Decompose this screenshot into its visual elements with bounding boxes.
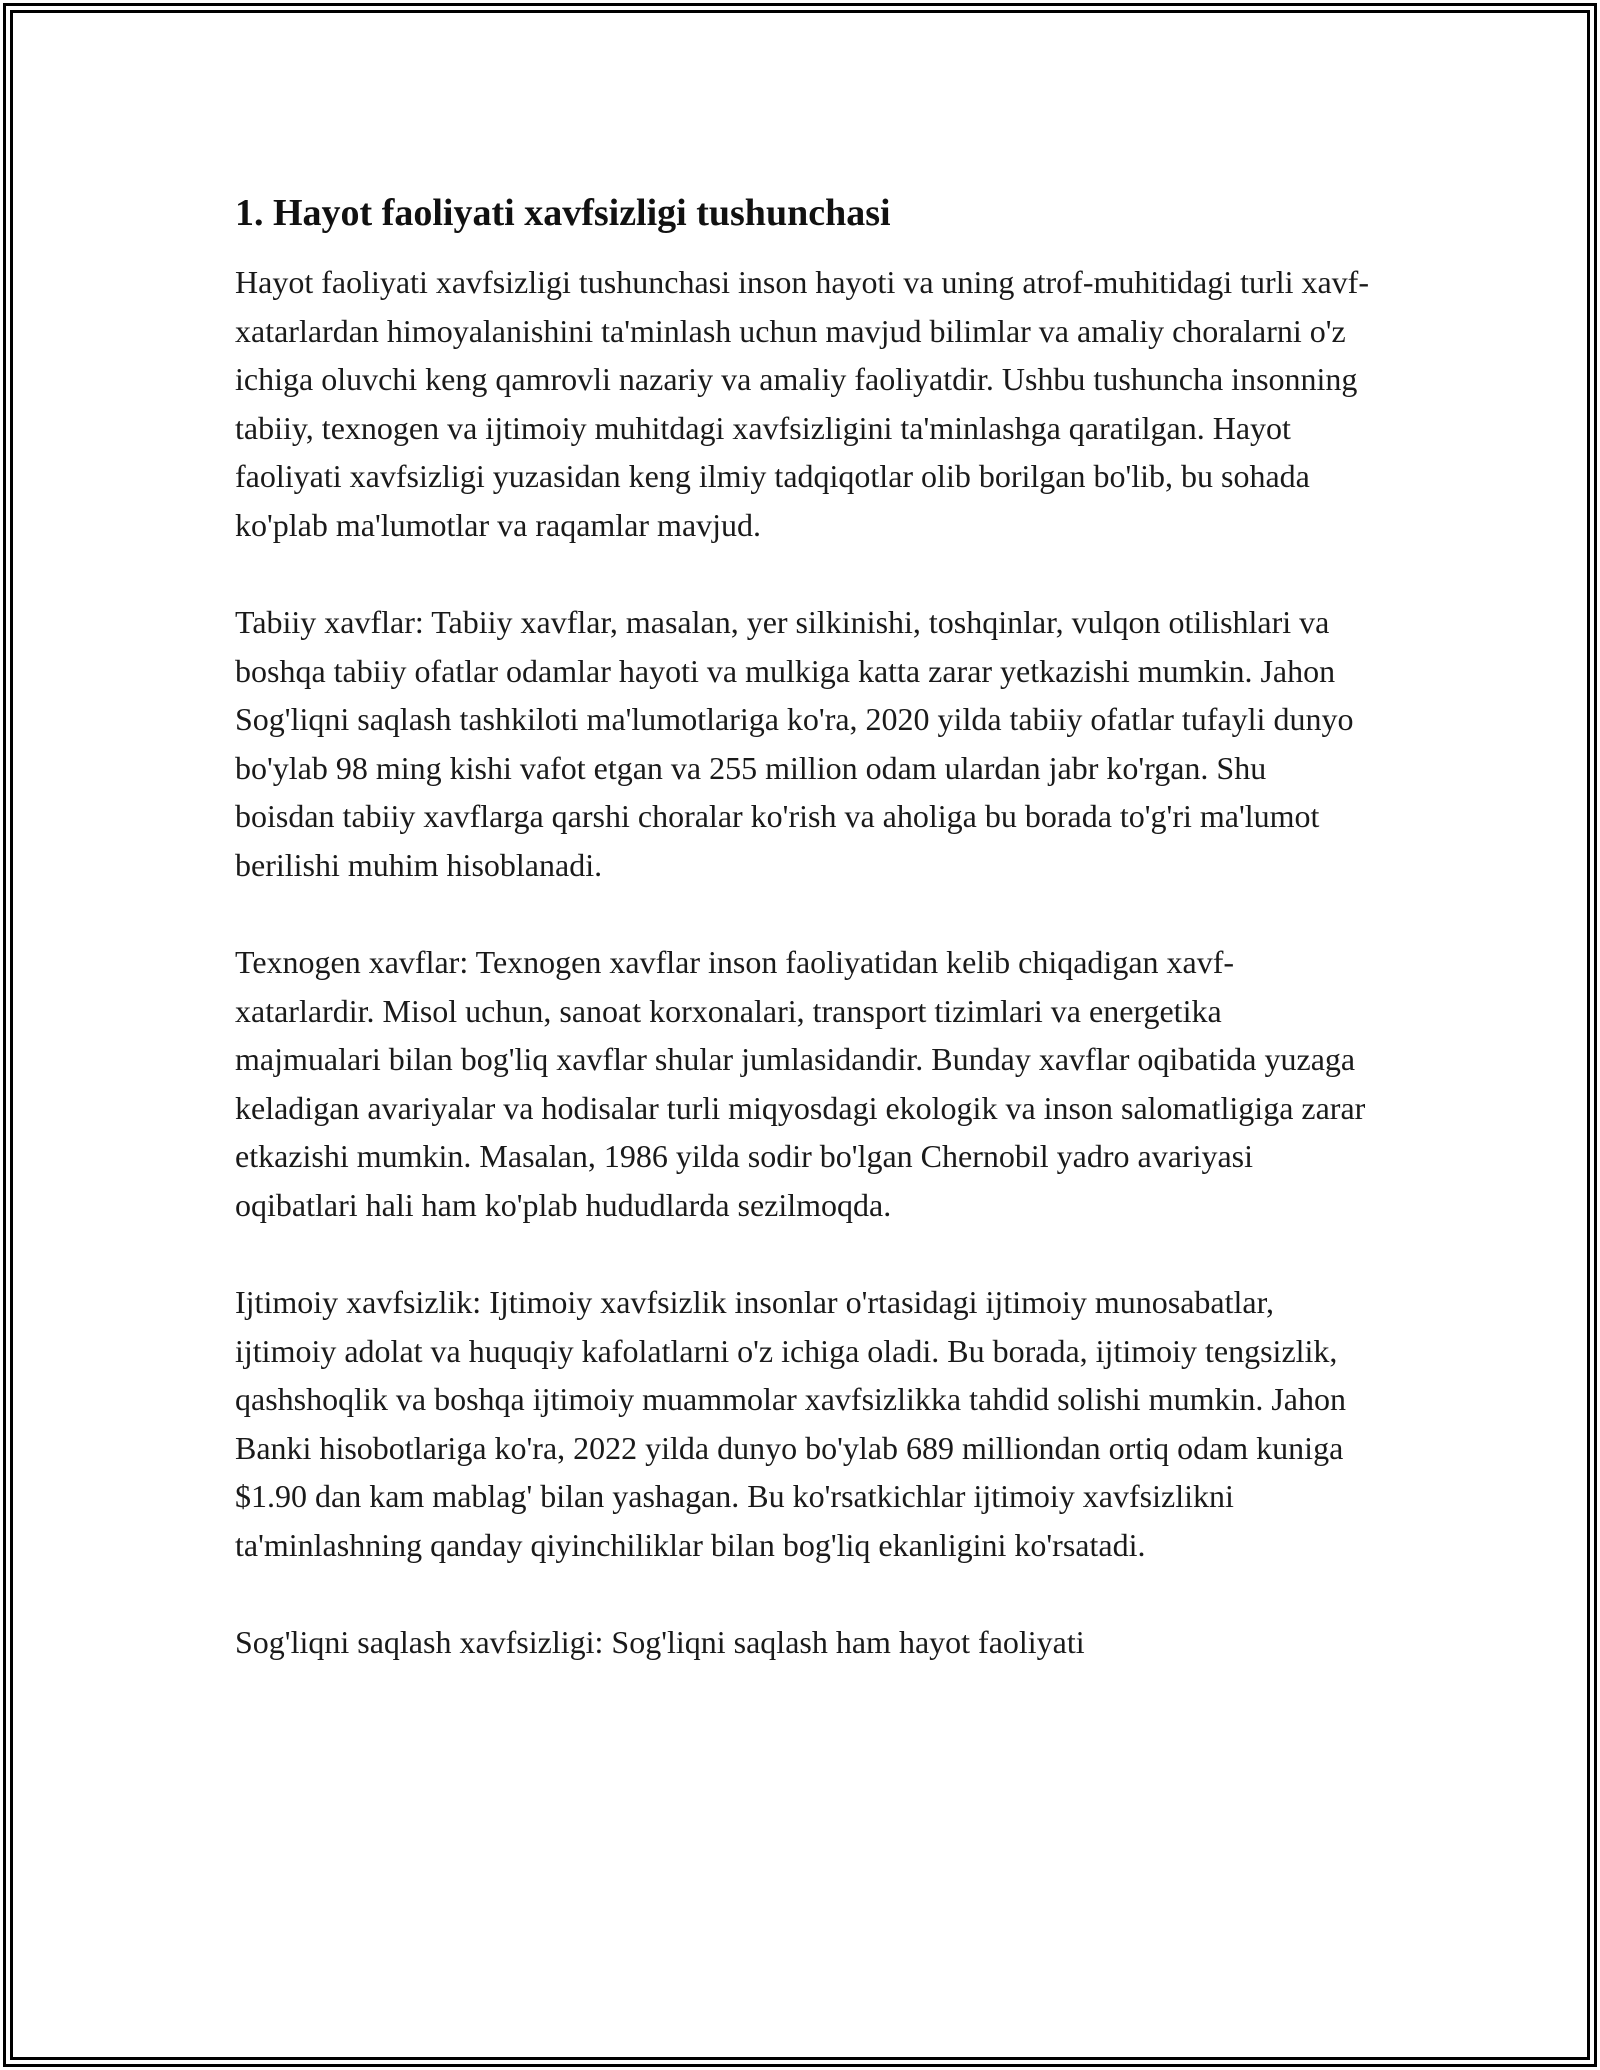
paragraph-health-security: Sog'liqni saqlash xavfsizligi: Sog'liqni saqlash ham hayot faoliyati — [235, 1624, 1085, 1660]
paragraph-technogenic-hazards: Texnogen xavflar: Texnogen xavflar inson faoliyatidan kelib chiqadigan xavf-xatarlardir. Misol uchun, sanoat korxonalari, transport tizimlari va energetika majmualari bilan bog'liq xavflar shular jumlasidandir. Bunday xavflar oqibatida yuzaga keladigan avariyalar va hodisalar turli miqyosdagi ekologik va inson salomatligiga zarar etkazishi mumkin. Masalan, 1986 yilda sodir bo'lgan Chernobil yadro avariyasi oqibatlari hali ham ko'plab hududlarda sezilmoqda. — [235, 944, 1366, 1223]
paragraph-intro: Hayot faoliyati xavfsizligi tushunchasi inson hayoti va uning atrof-muhitidagi turli xavf-xatarlardan himoyalanishini ta'minlash uchun mavjud bilimlar va amaliy choralarni o'z ichiga oluvchi keng qamrovli nazariy va amaliy faoliyatdir. Ushbu tushuncha insonning tabiiy, texnogen va ijtimoiy muhitdagi xavfsizligini ta'minlashga qaratilgan. Hayot faoliyati xavfsizligi yuzasidan keng ilmiy tadqiqotlar olib borilgan bo'lib, bu sohada ko'plab ma'lumotlar va raqamlar mavjud. — [235, 264, 1369, 543]
document-body — [235, 188, 1370, 1716]
section-heading: 1. Hayot faoliyati xavfsizligi tushunchasi — [235, 192, 891, 234]
paragraph-social-security: Ijtimoiy xavfsizlik: Ijtimoiy xavfsizlik insonlar o'rtasidagi ijtimoiy munosabatlar, ijtimoiy adolat va huquqiy kafolatlarni o'z ichiga oladi. Bu borada, ijtimoiy tengsizlik, qashshoqlik va boshqa ijtimoiy muammolar xavfsizlikka tahdid solishi mumkin. Jahon Banki hisobotlariga ko'ra, 2022 yilda dunyo bo'ylab 689 milliondan ortiq odam kuniga $1.90 dan kam mablag' bilan yashagan. Bu ko'rsatkichlar ijtimoiy xavfsizlikni ta'minlashning qanday qiyinchiliklar bilan bog'liq ekanligini ko'rsatadi. — [235, 1284, 1346, 1563]
paragraph-natural-hazards: Tabiiy xavflar: Tabiiy xavflar, masalan, yer silkinishi, toshqinlar, vulqon otilishlari va boshqa tabiiy ofatlar odamlar hayoti va mulkiga katta zarar yetkazishi mumkin. Jahon Sog'liqni saqlash tashkiloti ma'lumotlariga ko'ra, 2020 yilda tabiiy ofatlar tufayli dunyo bo'ylab 98 ming kishi vafot etgan va 255 million odam ulardan jabr ko'rgan. Shu boisdan tabiiy xavflarga qarshi choralar ko'rish va aholiga bu borada to'g'ri ma'lumot berilishi muhim hisoblanadi. — [235, 604, 1354, 883]
